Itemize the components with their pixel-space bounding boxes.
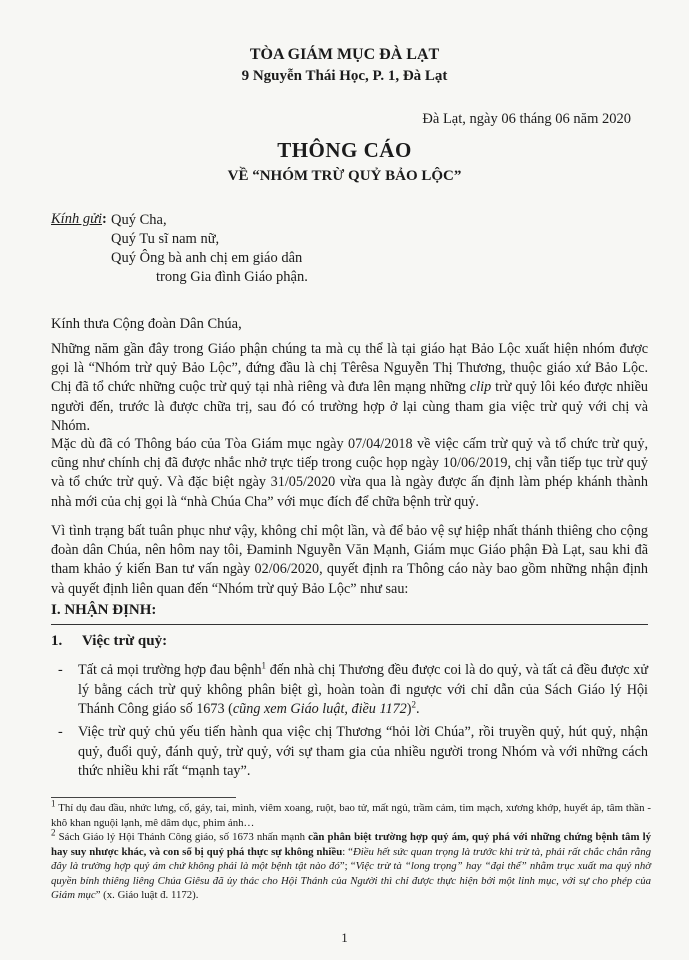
bullet-item-2 [51, 723, 648, 782]
addressee-line: trong Gia đình Giáo phận. [156, 269, 308, 285]
page-number: 1 [341, 930, 348, 945]
footnote-divider [51, 797, 236, 798]
addressee-label-text: Kính gửi [51, 211, 103, 227]
footnote-1-number: 1 [51, 798, 56, 809]
addressee-line: Quý Ông bà anh chị em giáo dân [111, 250, 303, 266]
footnote-2-text-b: : “ [342, 845, 353, 858]
document-title: THÔNG CÁO [277, 138, 412, 162]
paragraph-2: Mặc dù đã có Thông báo của Tòa Giám mục ngày 07/04/2018 về việc cấm trừ quỷ và tổ chức trừ quỷ, cũng như chính chị đã được nhắc nhở trực tiếp trong cuộc họp ngày 10/06/2019, chị vẫn tiếp tục trừ quỷ và tổ chức trừ quỷ. Và đặc biệt ngày 31/05/2020 vừa qua là ngày được ấn định làm phép khánh thành nhà mới của chị gọi là “nhà Chúa Cha” với mục đích để chữa bệnh trừ quỷ. [51, 436, 648, 510]
section-divider [51, 624, 648, 625]
paragraph-1-clip-word: clip [469, 379, 492, 396]
bullet-dash: - [58, 724, 63, 740]
subsection-number: 1. [51, 633, 63, 649]
salutation: Kính thưa Cộng đoàn Dân Chúa, [51, 316, 242, 332]
addressee-label [51, 211, 107, 228]
footnote-ref-1: 1 [261, 660, 267, 671]
section-heading: I. NHẬN ĐỊNH: [51, 602, 157, 618]
issuer-name: TÒA GIÁM MỤC ĐÀ LẠT [249, 46, 440, 63]
paragraph-1-text-a: Những năm gần đây trong Giáo phận chúng ta mà cụ thể là tại giáo hạt Bảo Lộc xuất hiện nhóm được gọi là “Nhóm trừ quỷ Bảo Lộc”, đứng đầu là chị Têrêsa Nguyễn Thị Thương, thuộc giáo xứ Bảo Lộc. Chị đã tổ chức những cuộc trừ quỷ tại nhà riêng và đưa lên mạng những [51, 341, 648, 396]
bullet-1-text-d: . [416, 701, 420, 718]
document-subject: VỀ “NHÓM TRỪ QUỶ BẢO LỘC” [227, 168, 462, 184]
bullet-1-text-a: Tất cả mọi trường hợp đau bệnh [78, 662, 262, 678]
footnote-1 [51, 798, 651, 830]
bullet-dash: - [58, 662, 63, 678]
footnote-1-text: Thí dụ đau đầu, nhức lưng, cổ, gáy, tai, mình, viêm xoang, ruột, bao tử, mất ngủ, trầm cảm, tim mạch, xương khớp, huyết áp, tâm thần - khô khan nguội lạnh, mê dâm dục, phim ảnh… [51, 802, 651, 829]
footnote-2-italic-2: Việc trừ tà “long trọng” hay “đại thể” nhằm trục xuất ma quỷ nhờ quyền bính thiêng liêng Chúa Giêsu đã ủy thác cho Hội Thánh của Người thì chỉ được thực hiện bởi một linh mục, với sự cho phép của Giám mục [51, 860, 651, 902]
footnote-ref-2: 2 [411, 699, 417, 710]
footnote-2-text-a: Sách Giáo lý Hội Thánh Công giáo, số 1673 nhấn mạnh [55, 831, 309, 843]
footnote-2-bold: cần phân biệt trường hợp quỷ ám, quỷ phá với những chứng bệnh tâm lý hay suy nhược khác, và con số bị quỷ phá thực sự không nhiều [51, 831, 651, 858]
issuer-address: 9 Nguyễn Thái Học, P. 1, Đà Lạt [241, 68, 448, 84]
addressee-line: Quý Cha, [111, 212, 167, 228]
paragraph-1-text-b: trừ quỷ lôi kéo được nhiều người đến, trước là được chữa trị, sau đó có trường hợp ở lại cùng tham gia việc trừ quỷ với chị và Nhóm. [51, 379, 649, 434]
bullet-1-text-c: ) [406, 701, 412, 718]
date-line: Đà Lạt, ngày 06 tháng 06 năm 2020 [422, 111, 631, 127]
bullet-1-text-b: đến nhà chị Thương đều được coi là do quỷ, và tất cả đều được xử lý bằng cách trừ quỷ không phân biệt gì, hoàn toàn đi ngược với chỉ dẫn của Sách Giáo lý Hội Thánh Công giáo số 1673 ( [78, 662, 649, 718]
bullet-2-text: Việc trừ quỷ chủ yếu tiến hành qua việc chị Thương “hỏi lời Chúa”, rồi truyền quỷ, hút quỷ, nhận quỷ, đuổi quỷ, đánh quỷ, trừ quỷ, với sự tham gia của nhiều người trong Nhóm và với những cách thức nhiều khi rất “mạnh tay”. [78, 724, 648, 780]
paragraph-1 [51, 340, 648, 436]
addressee-label-colon: : [102, 211, 107, 227]
addressee-line: Quý Tu sĩ nam nữ, [111, 231, 220, 247]
subsection-heading [51, 633, 167, 650]
footnote-2-text-d: ” (x. Giáo luật đ. 1172). [95, 889, 199, 902]
bullet-1-italic: cũng xem Giáo luật, điều 1172 [232, 701, 407, 718]
paragraph-3: Vì tình trạng bất tuân phục như vậy, không chỉ một lần, và để bảo vệ sự hiệp nhất thánh thiêng cho cộng đoàn dân Chúa, nên hôm nay tôi, Đaminh Nguyễn Văn Mạnh, Giám mục Giáo phận Đà Lạt, sau khi đã tham khảo ý kiến Ban tư vấn ngày 02/06/2020, quyết định ra Thông cáo này bao gồm những nhận định và quyết định liên quan đến “Nhóm trừ quỷ Bảo Lộc” như sau: [51, 523, 648, 597]
footnote-2-number: 2 [51, 827, 56, 838]
footnote-2-text-c: ”; “ [339, 860, 356, 873]
footnote-2 [51, 827, 651, 903]
bullet-1-text [78, 661, 648, 720]
subsection-title: Việc trừ quỷ: [82, 633, 168, 649]
footnote-2-italic: Điều hết sức quan trọng là trước khi trừ tà, phải rất chắc chắn rằng đây là trường hợp quỷ ám chứ không phải là một bệnh tật nào đó [51, 845, 651, 873]
bullet-item-1 [51, 661, 648, 720]
